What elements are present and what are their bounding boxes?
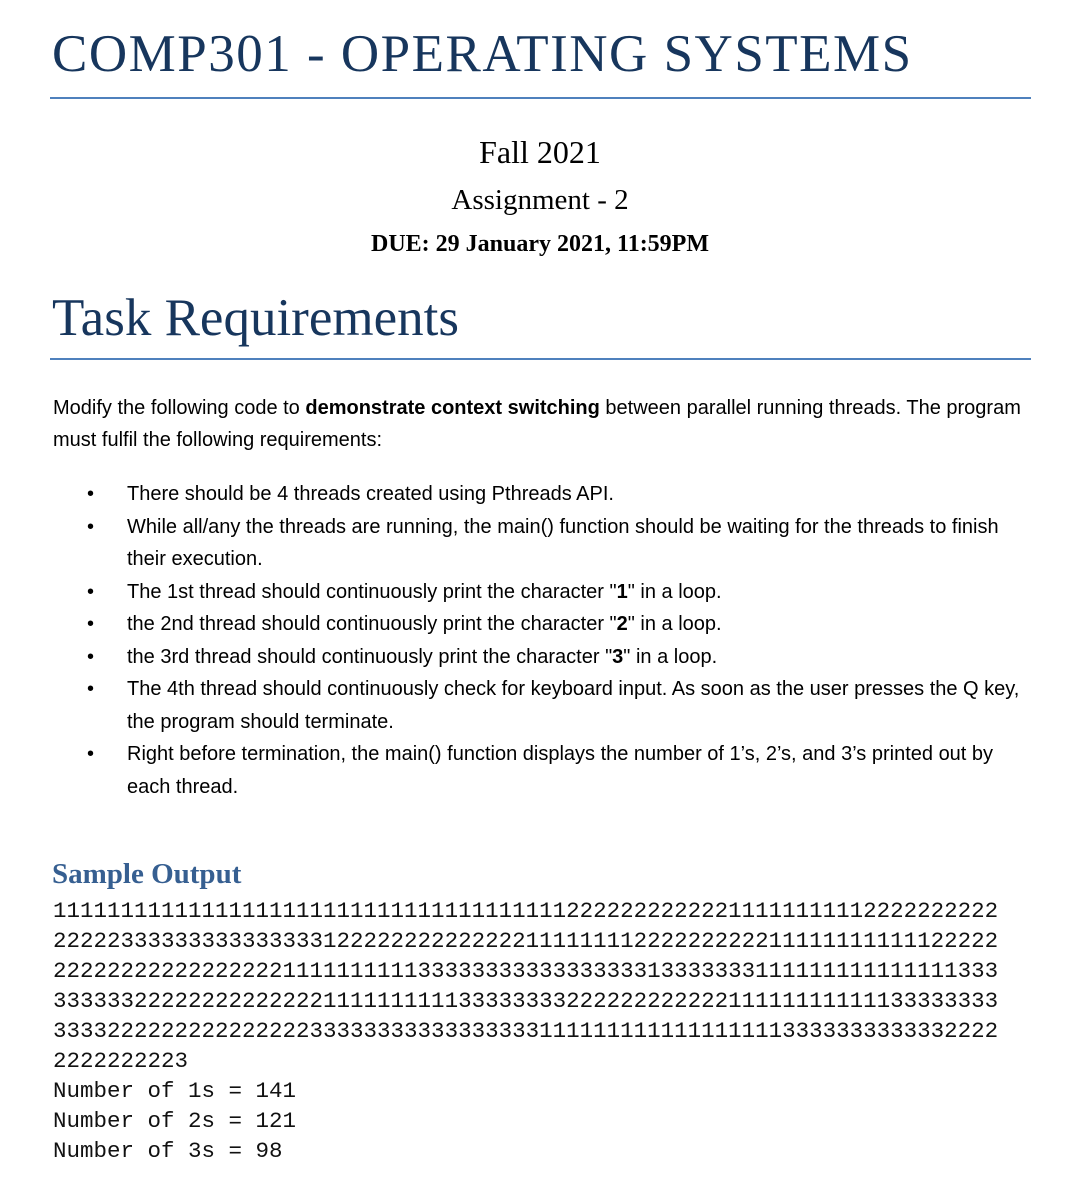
- count-twos-line: Number of 2s = 121: [53, 1108, 297, 1134]
- assignment-label: Assignment - 2: [451, 184, 629, 216]
- requirement-text: The 4th thread should continuously check for keyboard input. As soon as the user presses the Q key, the program should terminate.: [127, 678, 1020, 733]
- requirement-item: [53, 738, 1030, 803]
- course-title: COMP301 - OPERATING SYSTEMS: [52, 25, 913, 83]
- requirement-text-end: " in a loop.: [623, 645, 718, 668]
- count-ones-line: Number of 1s = 141: [53, 1078, 297, 1104]
- section-underline: [50, 358, 1031, 360]
- output-line: 2222222223: [53, 1048, 189, 1074]
- bullet-icon: •: [87, 743, 95, 765]
- requirement-text: Right before termination, the main() function displays the number of 1’s, 2’s, and 3’s printed out by each thread.: [127, 743, 994, 798]
- term-label: Fall 2021: [479, 134, 601, 170]
- title-underline: [50, 97, 1031, 99]
- bullet-icon: •: [87, 580, 95, 603]
- task-requirements-heading: Task Requirements: [52, 289, 459, 347]
- bullet-icon: •: [87, 645, 95, 668]
- requirement-character: 2: [616, 613, 628, 635]
- requirement-character: 3: [612, 645, 624, 668]
- bullet-icon: •: [87, 678, 95, 700]
- requirement-item: [53, 478, 1030, 511]
- requirement-text: There should be 4 threads created using Pthreads API.: [127, 483, 614, 505]
- requirement-text: the 3rd thread should continuously print the character ": [127, 645, 613, 668]
- output-line: 3333222222222222222333333333333333331111111111111111113333333333332222: [53, 1018, 999, 1044]
- requirement-text: The 1st thread should continuously print the character ": [127, 580, 617, 603]
- count-threes-line: Number of 3s = 98: [53, 1138, 283, 1164]
- requirement-text: While all/any the threads are running, the main() function should be waiting for the threads to finish their execution.: [127, 515, 999, 570]
- requirement-item: [53, 608, 1030, 641]
- bullet-icon: •: [87, 613, 95, 635]
- output-line: 3333332222222222222211111111113333333322222222222211111111111133333333: [53, 988, 999, 1014]
- requirement-item: [53, 511, 1030, 576]
- bullet-icon: •: [87, 515, 95, 538]
- intro-paragraph: [53, 392, 1028, 456]
- bullet-icon: •: [87, 483, 95, 505]
- requirement-text-end: " in a loop.: [627, 613, 722, 635]
- requirement-text: the 2nd thread should continuously print the character ": [127, 613, 617, 635]
- output-line: 2222222222222222211111111113333333333333333313333333111111111111111333: [53, 958, 999, 984]
- due-date: DUE: 29 January 2021, 11:59PM: [371, 231, 709, 257]
- requirement-character: 1: [616, 580, 628, 603]
- requirement-item: [53, 673, 1030, 738]
- requirement-item: [53, 641, 1030, 674]
- output-line: 2222233333333333333312222222222222211111111222222222211111111111122222: [53, 928, 999, 954]
- intro-text-end: between parallel running threads. The program must fulfil the following requirements:: [53, 397, 1021, 451]
- sample-output-heading: Sample Output: [52, 858, 242, 890]
- requirement-item: [53, 576, 1030, 609]
- output-line: 1111111111111111111111111111111111111122222222222211111111112222222222: [53, 898, 999, 924]
- requirement-text-end: " in a loop.: [627, 580, 722, 603]
- sample-output-block: [53, 896, 998, 1166]
- intro-emphasis: demonstrate context switching: [305, 397, 600, 419]
- intro-text-start: Modify the following code to: [53, 397, 306, 419]
- requirements-list: [53, 478, 1030, 803]
